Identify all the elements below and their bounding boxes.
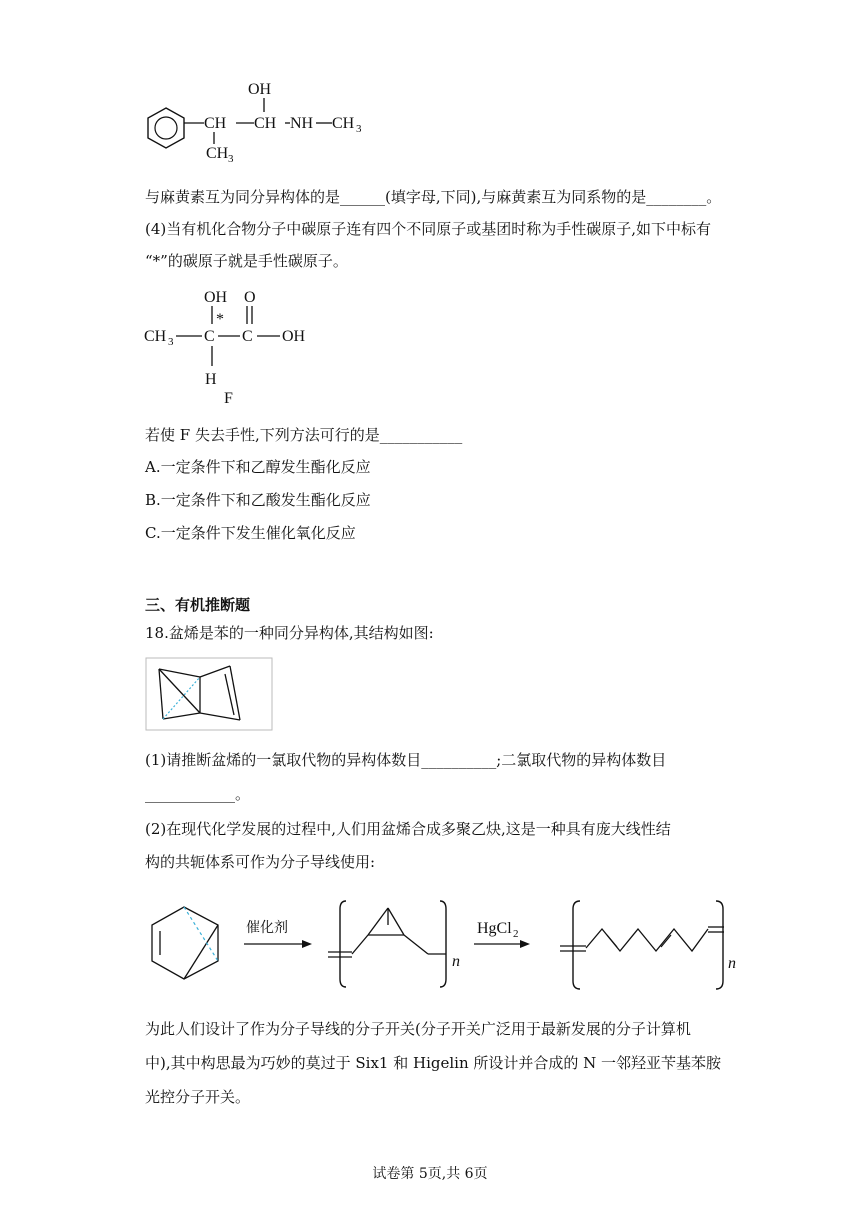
- ephedrine-ch3-bottom: CH: [206, 145, 229, 162]
- reaction-scheme: [140, 895, 760, 995]
- label-f: F: [224, 390, 233, 407]
- chiral-star: *: [216, 311, 224, 328]
- lactic-c-right: C: [242, 328, 253, 345]
- repeat-n-2: n: [728, 955, 736, 972]
- q3-line: 与麻黄素互为同分异构体的是______(填字母,下同),与麻黄素互为同系物的是________。: [145, 188, 722, 206]
- option-a: A.一定条件下和乙醇发生酯化反应: [145, 458, 371, 476]
- q18-intro: 18.盆烯是苯的一种同分异构体,其结构如图:: [145, 624, 434, 642]
- q4-line-1: (4)当有机化合物分子中碳原子连有四个不同原子或基团时称为手性碳原子,如下中标有: [145, 220, 712, 238]
- catalyst-label: 催化剂: [246, 920, 288, 936]
- benzvalene-figure: [145, 657, 275, 733]
- svg-text:2: 2: [513, 928, 519, 940]
- reagent-label: HgCl: [477, 920, 512, 937]
- svg-text:3: 3: [228, 153, 234, 165]
- q4-ask: 若使 F 失去手性,下列方法可行的是___________: [145, 426, 463, 444]
- q18-p3-line-1: 为此人们设计了作为分子导线的分子开关(分子开关广泛用于最新发展的分子计算机: [145, 1020, 691, 1038]
- lactic-ch3: CH: [144, 328, 167, 345]
- lactic-oh-right: OH: [282, 328, 306, 345]
- q18-p1-line-2: ____________。: [145, 785, 251, 803]
- q18-p3-line-3: 光控分子开关。: [145, 1088, 251, 1106]
- page-footer: 试卷第 5页,共 6页: [372, 1166, 488, 1182]
- option-c: C.一定条件下发生催化氧化反应: [145, 524, 356, 542]
- ephedrine-oh: OH: [248, 81, 272, 98]
- lactic-o-top: O: [244, 289, 256, 306]
- lactic-oh-top: OH: [204, 289, 228, 306]
- section-heading: 三、有机推断题: [145, 596, 251, 614]
- q18-p3-line-2: 中),其中构思最为巧妙的莫过于 Six1 和 Higelin 所设计并合成的 N 一邻羟亚苄基苯胺: [145, 1054, 722, 1072]
- lactic-h: H: [205, 371, 217, 388]
- q4-line-2: “*”的碳原子就是手性碳原子。: [145, 252, 348, 270]
- ephedrine-structure: [140, 74, 380, 170]
- ephedrine-ch-right: CH: [254, 115, 277, 132]
- q18-p1-line-1: (1)请推断盆烯的一氯取代物的异构体数目__________;二氯取代物的异构体数目: [145, 751, 667, 769]
- svg-text:3: 3: [356, 123, 362, 135]
- lactic-c-star: C: [204, 328, 215, 345]
- lactic-acid-structure: [140, 282, 340, 408]
- ephedrine-ch-left: CH: [204, 115, 227, 132]
- q18-p2-line-1: (2)在现代化学发展的过程中,人们用盆烯合成多聚乙炔,这是一种具有庞大线性结: [145, 820, 671, 838]
- option-b: B.一定条件下和乙酸发生酯化反应: [145, 491, 371, 509]
- ephedrine-ch3-right: CH: [332, 115, 355, 132]
- ephedrine-nh: NH: [290, 115, 314, 132]
- repeat-n-1: n: [452, 953, 460, 970]
- q18-p2-line-2: 构的共轭体系可作为分子导线使用:: [145, 853, 376, 871]
- svg-text:3: 3: [168, 336, 174, 348]
